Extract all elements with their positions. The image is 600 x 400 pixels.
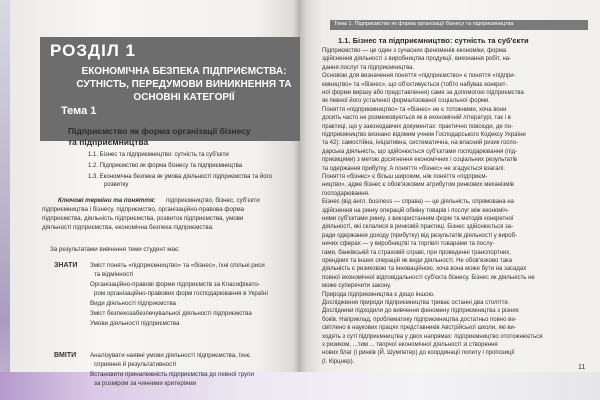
key-terms-line: діяльності підприємства, економічна безпека підприємства.: [42, 224, 214, 231]
body-line: та одержання прибутку. А поняття «бізнес» не згадується взагалі.: [322, 165, 506, 172]
page-number: 11: [578, 364, 586, 371]
know-item: Організаційно-правові форми підприємств за Класифікато-: [90, 281, 260, 288]
key-terms-line: підприємництво, бізнес, суб'єкти: [166, 197, 260, 204]
know-item: Зміст безпекозабезпечувальної діяльності підприємства: [90, 310, 252, 317]
body-line: може суперечити закону.: [322, 283, 392, 290]
body-line: Дослідження природи підприємництва триває останні два століття.: [322, 300, 510, 306]
body-line: ної форми виразу або представлення) саме за допомогою підприємства: [322, 90, 524, 96]
body-line: дання послуг та підприємництва.: [322, 64, 415, 71]
body-line: Підприємство — це один з сучасних феноменів економіки, форма: [322, 48, 507, 54]
able-item: Встановити приналежність підприємства до певної групи: [90, 371, 254, 378]
body-line: орендних та інших операцій як види діяльності. Не обов'язково така: [322, 258, 513, 264]
toc-item: розвитку: [104, 182, 129, 188]
able-item: сприяння й результативності: [94, 361, 177, 368]
body-line: Бізнес (від англ. business — справа) — це діяльність, спрямована на: [322, 199, 514, 206]
know-label: ЗНАТИ: [54, 262, 78, 269]
topic-title-line-1: Підприємство як форма організації бізнесу: [68, 126, 251, 136]
section-label: РОЗДІЛ 1: [50, 41, 136, 60]
know-item: та відмінності: [94, 271, 134, 278]
toc-item: 1.1. Бізнес та підприємництво: сутність та суб'єкти: [88, 152, 229, 158]
topic-label: Тема 1: [61, 105, 97, 117]
body-line: світлено в наукових працях представників Австрійської школи, які ви-: [322, 325, 516, 332]
know-item: Зміст понять «підприємництво» та «бізнес», їхні спільні риси: [90, 262, 265, 269]
toc-item: 1.3. Економічна безпека як умова діяльності підприємства та його: [88, 174, 272, 180]
body-line: приємцями) з метою досягнення економічних і соціальних результатів: [322, 157, 518, 164]
body-line: Поняття «підприємництво» та «бізнес» не є тотожними, хоча вони: [322, 106, 507, 113]
body-line: боків. Наприклад, проблематику підприємництва достатньо повно ви-: [322, 316, 517, 323]
toc-item: 1.2. Підприємство як форма бізнесу та підприємництва: [88, 163, 243, 169]
body-line: нових благ (і ринків (Й. Шумпетер) до координації попиту і пропозиції: [322, 350, 515, 357]
body-line: (І. Кірцнер).: [322, 358, 355, 365]
body-line: ради одержання доходу (прибутку) від результатів діяльності у вироб-: [322, 232, 518, 239]
body-line: ництво», адже бізнес є обов'язковим атрибутом ринкових механізмів: [322, 182, 514, 189]
able-label: ВМІТИ: [54, 352, 77, 359]
topic-title-line-2: та підприємництва: [68, 137, 149, 147]
body-line: як певної його усталеної формалізованої соціальної форми.: [322, 98, 491, 105]
body-line: ходять з суті підприємництва у двох напрямах: підприємництво ототожнюється: [322, 333, 543, 340]
body-line: Природа підприємництва є дещо іншою.: [322, 291, 435, 298]
body-line: здійснення на ринку операцій обміну товарів і послуг між економіч-: [322, 207, 509, 214]
key-terms-line: підприємства, діяльність підприємства, розвиток підприємства, умови: [42, 215, 244, 222]
body-line: підприємництво визнано відомим учнем Господарського Кодексу України: [322, 132, 526, 138]
know-item: Види діяльності підприємства: [90, 300, 176, 307]
body-line: ємництво» та «бізнес», що об'єктивується (тобто набуває конкрет-: [322, 81, 508, 88]
key-terms-line: підприємництва і бізнесу, підприємство, організаційно-правова форма: [42, 206, 245, 213]
section-subtitle: ЕКОНОМІЧНА БЕЗПЕКА ПІДПРИЄМСТВА: СУТНІСТЬ, ПЕРЕДУМОВИ ВИНИКНЕННЯ ТА ОСНОВНІ КАТЕГОРІЇ: [76, 66, 292, 103]
body-line: досить часто не розмежовуються як в економічній літературі, так і в: [322, 115, 511, 122]
body-line: діяльності, які склалися в ринковій практиці. Бізнес здійснюється за-: [322, 224, 514, 231]
section-heading: 1.1. Бізнес та підприємництво: сутність та суб'єкти: [338, 36, 529, 45]
body-line: Дослідники підходили до вивчення феномену підприємництва з різних: [322, 308, 519, 315]
body-line: господарювання.: [322, 190, 370, 197]
body-line: та 42): самостійна, ініціативна, систематична, на власний ризик госпо-: [322, 140, 518, 147]
body-line: діяльність є ризиковою та інноваційною, хоча вона може бути на засадах: [322, 266, 527, 273]
results-intro: За результатами вивчення теми студент має:: [50, 246, 180, 253]
running-header-text: Тема 1. Підприємство як форма організації бізнесу та підприємництва: [334, 21, 514, 27]
body-line: гами, банківській та страховій справі, при проведенні транспортних,: [322, 249, 511, 256]
body-line: дарська діяльність, що здійснюється суб'єктами господарювання (під-: [322, 148, 518, 155]
know-item: Умови діяльності підприємства: [90, 320, 180, 327]
body-line: здійснення діяльності з виробництва продукції, виконання робіт, на-: [322, 56, 512, 63]
able-item: за розміром за чинними критеріями: [94, 380, 197, 387]
body-line: Основою для визначення поняття «підприємство» є поняття «підпри-: [322, 73, 516, 80]
body-line: з ризиком, ...тим ... творчої економічної діяльності зі створення: [322, 342, 498, 348]
know-item: ром організаційно-правових форм господарювання в Україні: [94, 290, 268, 297]
body-line: ничих сферах — у виробництві та торгівлі товарами та послу-: [322, 241, 495, 248]
body-line: практиці, що у законодавчих документах: практично повсюди, де по-: [322, 123, 513, 130]
body-line: ними суб'єктами ринку, з використанням форм та методів конкретної: [322, 216, 514, 222]
topic-banner: [55, 104, 165, 120]
body-line: Поняття «бізнес» є більш широким, ніж поняття «підприєм-: [322, 174, 488, 180]
able-item: Аналізувати наявні умови діяльності підприємства, їхнє: [90, 352, 251, 359]
running-header: [330, 20, 588, 30]
body-line: повної економічної відповідальності суб'єкта бізнесу. Бізнес як діяльність не: [322, 274, 535, 281]
key-terms-label: Ключові терміни та поняття:: [58, 197, 156, 204]
